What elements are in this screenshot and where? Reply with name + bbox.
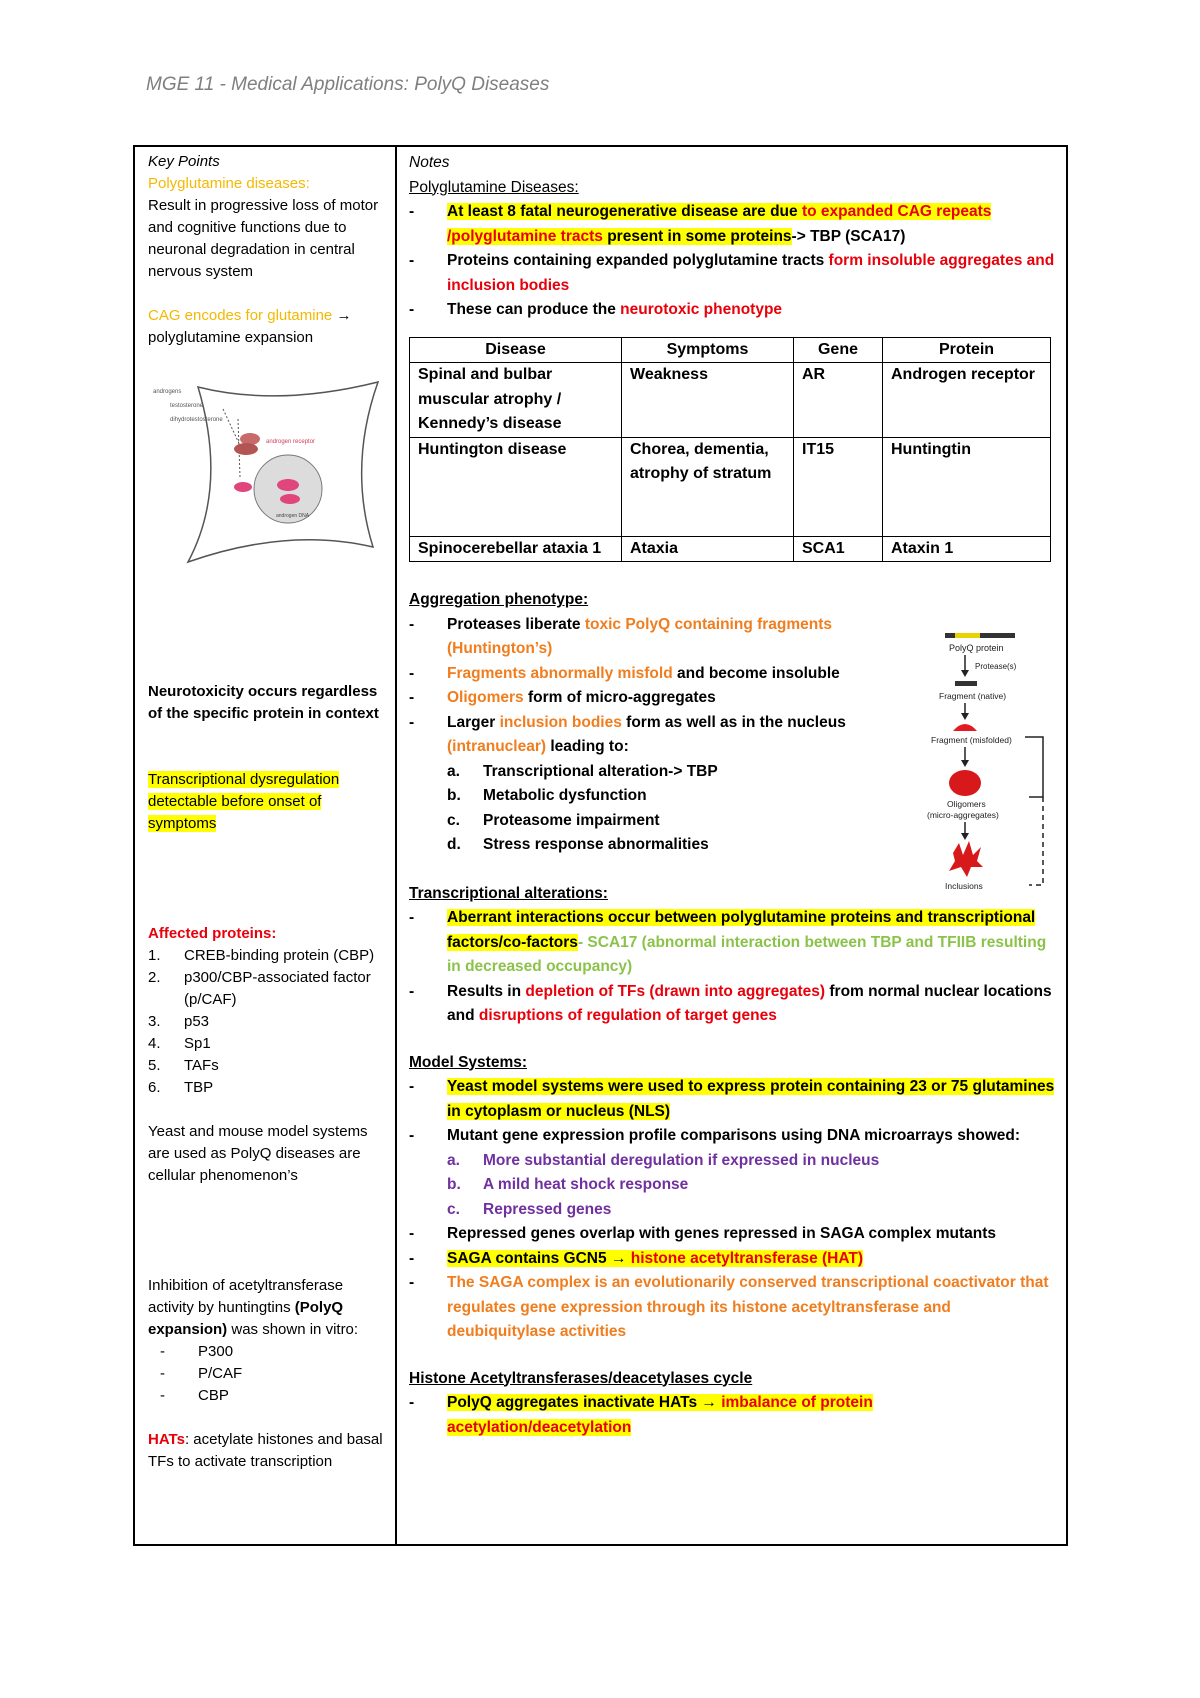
inhibition-text: Inhibition of acetyltransferase activity by huntingtins	[148, 1277, 344, 1316]
list-item: - Mutant gene expression profile comparisons using DNA microarrays showed:	[409, 1124, 1059, 1149]
list-item: d. Stress response abnormalities	[447, 836, 709, 853]
inhibition-text-end: was shown in vitro:	[227, 1321, 359, 1338]
list-item: - Repressed genes overlap with genes repressed in SAGA complex mutants	[409, 1222, 1059, 1247]
fragment-native	[955, 681, 977, 686]
table-cell: Ataxia	[622, 536, 794, 562]
model-systems-list-2	[409, 1222, 1059, 1345]
receptor-dna-complex	[277, 479, 299, 491]
fragment-misfolded-label: Fragment (misfolded)	[931, 735, 1012, 745]
receptor-dna-complex-2	[280, 494, 300, 504]
polyq-protein-label: PolyQ protein	[949, 643, 1004, 653]
arrow-icon: →	[610, 1249, 627, 1267]
list-item: - SAGA contains GCN5 → histone acetyltransferase (HAT)	[409, 1247, 1059, 1272]
list-item: c. Repressed genes	[447, 1200, 612, 1218]
table-header-row	[410, 337, 1051, 363]
list-item: - At least 8 fatal neurogenerative disease are due to expanded CAG repeats /polyglutamine tracts present in some proteins-> TBP (SCA17)	[409, 200, 1059, 249]
table-cell: Weakness	[622, 363, 794, 438]
transcriptional-dysregulation-note	[148, 769, 388, 835]
list-item: - Fragments abnormally misfold and become insoluble	[409, 662, 879, 687]
list-item: 3. p53	[148, 1013, 210, 1030]
table-row	[410, 536, 1051, 562]
list-item: - These can produce the neurotoxic phenotype	[409, 298, 1059, 323]
list-item: - CBP	[160, 1385, 388, 1407]
list-item: 5. TAFs	[148, 1057, 219, 1074]
list-item: - P/CAF	[160, 1363, 388, 1385]
notes-label: Notes	[409, 154, 450, 171]
disease-table	[409, 337, 1051, 563]
model-systems-sublist	[409, 1149, 1059, 1223]
hat-cycle-list	[409, 1391, 1059, 1440]
aggregation-list	[409, 613, 879, 760]
table-cell: Huntington disease	[410, 437, 622, 536]
androgens-label: androgens	[153, 389, 182, 395]
table-cell: Chorea, dementia, atrophy of stratum	[622, 437, 794, 536]
receptor-label: androgen receptor	[266, 439, 316, 445]
affected-proteins-heading: Affected proteins:	[148, 925, 277, 942]
list-item: - Larger inclusion bodies form as well as in the nucleus (intranuclear) leading to:	[409, 711, 879, 760]
model-systems-heading: Model Systems:	[409, 1053, 528, 1071]
testosterone-label: testosterone	[170, 403, 204, 409]
list-item: - PolyQ aggregates inactivate HATs → imbalance of protein acetylation/deacetylation	[409, 1391, 1059, 1440]
inhibition-bold: (PolyQ expansion)	[148, 1299, 344, 1338]
arrow-head	[961, 713, 969, 720]
bracket-line	[1025, 737, 1043, 797]
receptor-dimer	[234, 482, 252, 492]
neurotoxicity-note: Neurotoxicity occurs regardless of the specific protein in context	[148, 683, 379, 722]
list-item: 1. CREB-binding protein (CBP)	[148, 947, 375, 964]
table-header: Disease	[410, 337, 622, 363]
table-cell: Androgen receptor	[883, 363, 1051, 438]
cag-rest: polyglutamine expansion	[148, 329, 314, 346]
arrow-icon: →	[701, 1394, 717, 1411]
model-systems-list	[409, 1075, 1059, 1149]
list-item: c. Proteasome impairment	[447, 811, 660, 829]
inclusion-body	[949, 841, 983, 877]
table-header: Symptoms	[622, 337, 794, 363]
page-header-title: MGE 11 - Medical Applications: PolyQ Diseases	[146, 74, 550, 95]
list-item: - Yeast model systems were used to express protein containing 23 or 75 glutamines in cytoplasm or nucleus (NLS)	[409, 1075, 1059, 1124]
cag-note	[148, 305, 388, 349]
receptor-blob-2	[234, 443, 258, 455]
arrow-head	[961, 670, 969, 677]
table-row	[410, 437, 1051, 536]
table-cell: Huntingtin	[883, 437, 1051, 536]
list-item: a. Transcriptional alteration-> TBP	[447, 762, 718, 780]
list-item: - Oligomers form of micro-aggregates	[409, 686, 879, 711]
table-cell: Spinal and bulbar muscular atrophy / Kennedy’s disease	[410, 363, 622, 438]
table-cell: Ataxin 1	[883, 536, 1051, 562]
table-cell: SCA1	[794, 536, 883, 562]
dna-label: androgen DNA	[276, 513, 310, 519]
hat-cycle-heading: Histone Acetyltransferases/deacetylases cycle	[409, 1369, 753, 1387]
polyglutamine-diseases-list	[409, 200, 1059, 323]
hats-text: : acetylate histones and basal TFs to activate transcription	[148, 1431, 383, 1470]
column-divider	[395, 147, 397, 1544]
list-item: 6. TBP	[148, 1079, 214, 1096]
micro-aggregates-label: (micro-aggregates)	[927, 810, 999, 820]
table-cell: AR	[794, 363, 883, 438]
list-item: - Aberrant interactions occur between polyglutamine proteins and transcriptional factors/co-factors- SCA17 (abnormal interaction between TBP and TFIIB resulting in decreased occupancy)	[409, 906, 1059, 980]
table-header: Protein	[883, 337, 1051, 363]
inhibition-note	[148, 1275, 388, 1341]
table-cell: IT15	[794, 437, 883, 536]
polyglutamine-diseases-heading: Polyglutamine Diseases:	[409, 178, 579, 196]
arrow-head	[961, 760, 969, 767]
fragment-misfolded	[953, 724, 977, 731]
hats-note	[148, 1429, 388, 1473]
transcriptional-dysregulation-highlight: Transcriptional dysregulation detectable before onset of symptoms	[148, 771, 340, 832]
aggregation-diagram	[925, 627, 1065, 897]
hats-label: HATs	[148, 1431, 185, 1448]
list-item: a. More substantial deregulation if expressed in nucleus	[447, 1151, 880, 1169]
oligomer-cluster	[949, 770, 981, 796]
key-points-column	[148, 151, 388, 1473]
inhibition-list	[148, 1341, 388, 1407]
polyq-diseases-heading: Polyglutamine diseases:	[148, 175, 310, 192]
notes-table-frame	[133, 145, 1068, 1546]
list-item: - The SAGA complex is an evolutionarily conserved transcriptional coactivator that regulates gene expression through its histone acetyltransferase and deubiquitylase activities	[409, 1271, 1059, 1345]
yeast-mouse-note: Yeast and mouse model systems are used as PolyQ diseases are cellular phenomenon’s	[148, 1123, 368, 1184]
table-row	[410, 363, 1051, 438]
polyq-region	[955, 633, 980, 638]
list-item: - P300	[160, 1341, 388, 1363]
arrow-head	[961, 833, 969, 840]
cag-highlight: CAG encodes for glutamine	[148, 307, 333, 324]
list-item: - Proteins containing expanded polyglutamine tracts form insoluble aggregates and inclusion bodies	[409, 249, 1059, 298]
proteases-label: Protease(s)	[975, 662, 1017, 671]
table-header: Gene	[794, 337, 883, 363]
list-item: b. Metabolic dysfunction	[447, 787, 647, 804]
transcriptional-alterations-list	[409, 906, 1059, 1029]
oligomers-label: Oligomers	[947, 799, 986, 809]
bracket-line-dashed	[1029, 797, 1043, 885]
aggregation-sublist	[409, 760, 879, 858]
list-item: 2. p300/CBP-associated factor (p/CAF)	[148, 969, 371, 1008]
inclusions-label: Inclusions	[945, 881, 983, 891]
list-item: - Results in depletion of TFs (drawn into aggregates) from normal nuclear locations and disruptions of regulation of target genes	[409, 980, 1059, 1029]
affected-proteins-list	[148, 945, 388, 1099]
transcriptional-alterations-heading: Transcriptional alterations:	[409, 884, 608, 902]
aggregation-phenotype-heading: Aggregation phenotype:	[409, 591, 589, 608]
fragment-native-label: Fragment (native)	[939, 691, 1007, 701]
arrow-icon: →	[336, 307, 352, 324]
list-item: - Proteases liberate toxic PolyQ containing fragments (Huntington’s)	[409, 613, 879, 662]
list-item: 4. Sp1	[148, 1035, 211, 1052]
table-cell: Spinocerebellar ataxia 1	[410, 536, 622, 562]
dht-label: dihydrotestosterone	[170, 417, 223, 423]
key-points-label: Key Points	[148, 153, 220, 170]
cell-diagram	[148, 377, 388, 577]
polyq-diseases-text: Result in progressive loss of motor and cognitive functions due to neuronal degradation in central nervous system	[148, 197, 379, 280]
list-item: b. A mild heat shock response	[447, 1176, 689, 1193]
